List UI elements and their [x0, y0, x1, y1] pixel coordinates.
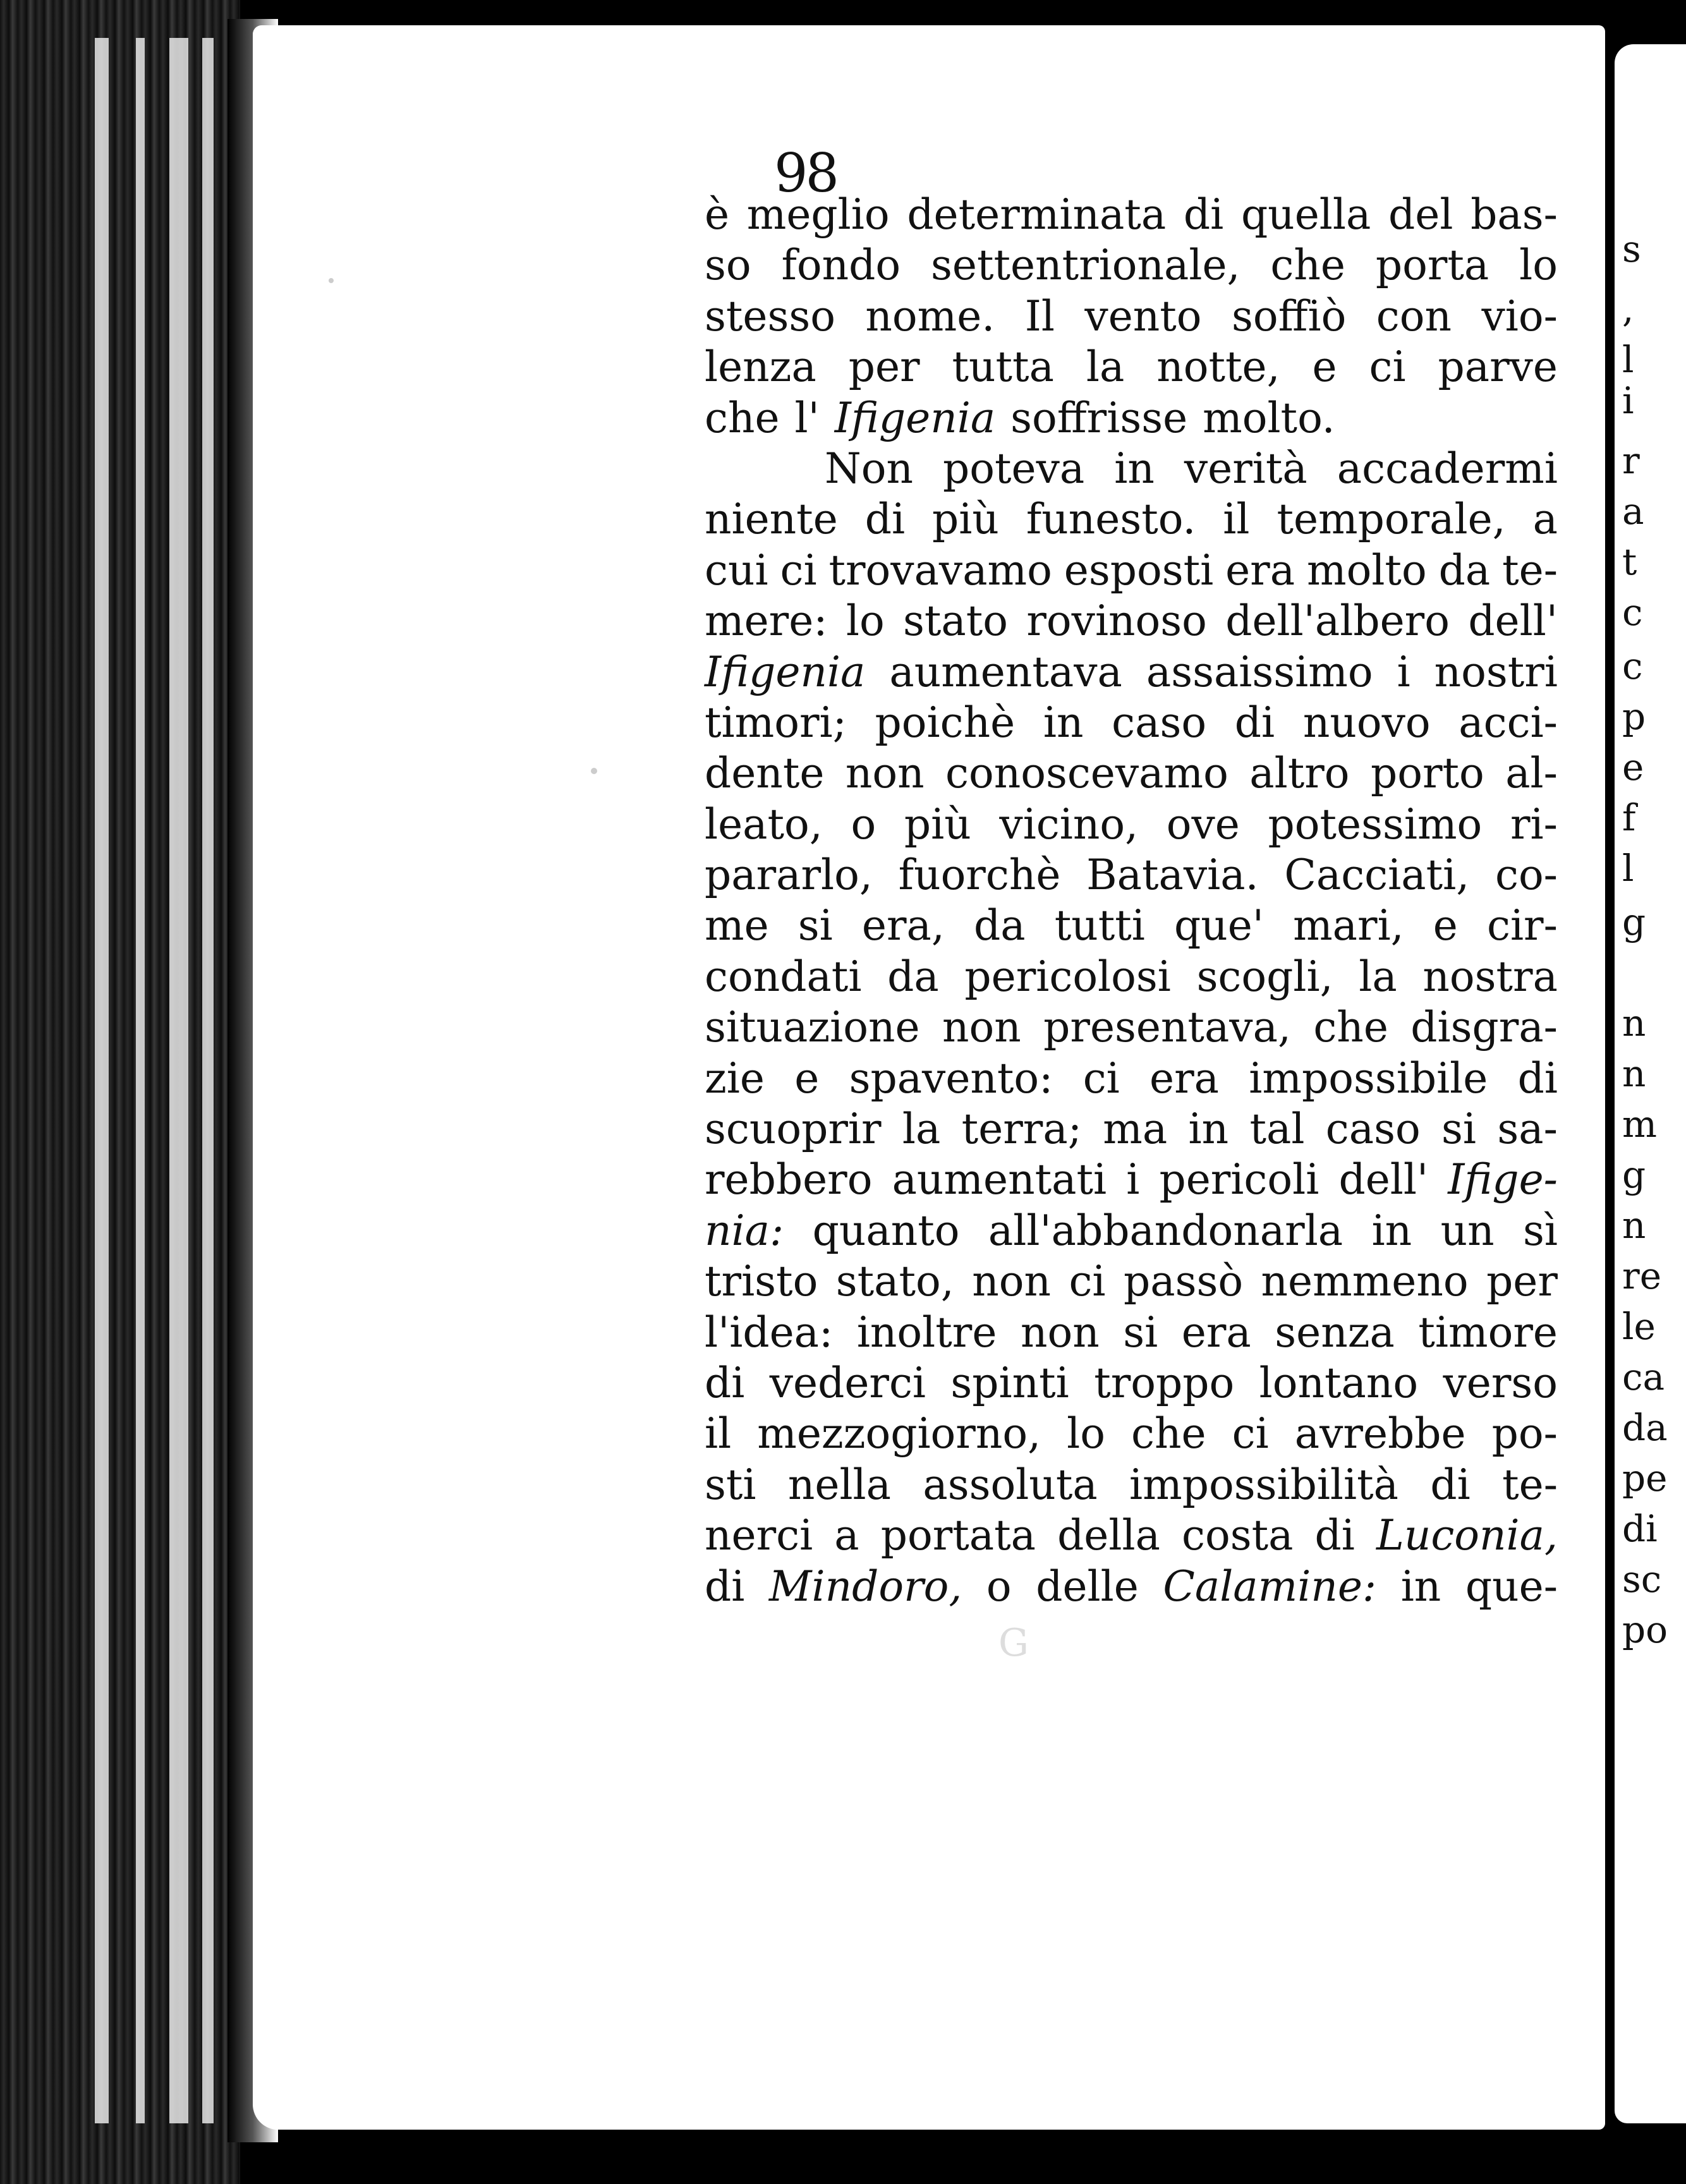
word: nome. [865, 291, 995, 341]
word: che [705, 393, 780, 442]
word: scuoprir [705, 1105, 882, 1154]
word: Calamine: [1163, 1562, 1377, 1611]
word: troppo [1094, 1358, 1235, 1407]
word: conoscevamo [945, 749, 1228, 798]
facing-text-fragment: n [1622, 1052, 1646, 1095]
facing-text-fragment: pe [1622, 1457, 1668, 1500]
word: so [705, 241, 751, 290]
word: tal [1249, 1105, 1305, 1154]
facing-text-fragment: da [1622, 1406, 1668, 1449]
page-edge-stripe [95, 38, 109, 2123]
word: accadermi [1337, 444, 1558, 493]
word: dell' [1468, 597, 1558, 646]
word: inoltre [856, 1307, 997, 1357]
word: te- [1502, 1460, 1558, 1509]
word: ri- [1510, 799, 1558, 849]
word: i [1397, 647, 1410, 696]
word: ci [1069, 1257, 1106, 1306]
word: verso [1443, 1358, 1558, 1407]
word: rebbero [705, 1155, 873, 1204]
word: all'abbandonarla [988, 1206, 1343, 1255]
word: ma [1103, 1105, 1168, 1154]
facing-text-fragment: f [1622, 796, 1636, 839]
word: Ifige- [1448, 1155, 1558, 1204]
word: del [1388, 190, 1453, 239]
word: l'idea: [705, 1307, 834, 1357]
text-line [705, 190, 1558, 240]
word: nostra [1422, 952, 1558, 1001]
facing-text-fragment: c [1622, 591, 1643, 634]
page-number: 98 [774, 142, 837, 204]
word: che [1270, 241, 1345, 290]
word: niente [705, 495, 838, 544]
word: vicino, [999, 799, 1139, 849]
word: della [1057, 1511, 1160, 1560]
word: meglio [746, 190, 890, 239]
word: co- [1495, 851, 1558, 900]
word: cui [705, 545, 768, 595]
word: Mindoro, [768, 1562, 962, 1611]
word: più [932, 495, 999, 544]
word: spavento: [849, 1053, 1053, 1103]
word: scogli, [1196, 952, 1333, 1001]
word: si [1123, 1307, 1158, 1357]
word: Non [825, 444, 913, 493]
facing-text-fragment: i [1622, 379, 1634, 422]
word: è [705, 190, 730, 239]
text-line [705, 393, 1558, 444]
catchword: G [998, 1621, 1029, 1665]
word: assaissimo [1146, 647, 1373, 696]
word: sì [1523, 1206, 1558, 1255]
word: si [798, 901, 833, 950]
text-line [705, 698, 1558, 748]
facing-text-fragment: a [1622, 490, 1644, 533]
word: da [973, 901, 1026, 950]
word: tristo [705, 1257, 818, 1306]
word: lenza [705, 343, 816, 392]
facing-text-fragment: n [1622, 1204, 1646, 1247]
word: da [887, 952, 939, 1001]
word: cir- [1486, 901, 1558, 950]
text-line [705, 291, 1558, 342]
word: funesto. [1026, 495, 1196, 544]
word: passò [1124, 1257, 1244, 1306]
word: verità [1184, 444, 1307, 493]
word: la [902, 1105, 941, 1154]
word: nostri [1434, 647, 1558, 696]
word: tutta [952, 343, 1054, 392]
word: nemmeno [1261, 1257, 1469, 1306]
word: nia: [705, 1206, 784, 1255]
word: o [851, 799, 876, 849]
word: un [1440, 1206, 1495, 1255]
word: portata [880, 1511, 1036, 1560]
text-line [705, 494, 1558, 545]
word: di [1183, 190, 1224, 239]
word: Cacciati, [1284, 851, 1470, 900]
word: Batavia. [1086, 851, 1259, 900]
word: con [1376, 291, 1452, 341]
word: stato, [835, 1257, 954, 1306]
word: in [1371, 1206, 1412, 1255]
word: non [845, 749, 925, 798]
text-line [705, 1104, 1558, 1155]
word: o [986, 1562, 1012, 1611]
word: i [1126, 1155, 1140, 1204]
word: pericolosi [964, 952, 1171, 1001]
word: determinata [907, 190, 1167, 239]
word: si [1441, 1105, 1477, 1154]
word: di [864, 495, 906, 544]
word: di [705, 1562, 745, 1611]
word: lo [846, 597, 885, 646]
text-line [705, 952, 1558, 1002]
word: dell'albero [1225, 597, 1450, 646]
word: non [942, 1003, 1021, 1052]
word: que' [1174, 901, 1264, 950]
text-line [705, 1307, 1558, 1358]
word: caso [1325, 1105, 1421, 1154]
text-line [705, 901, 1558, 951]
word: fondo [781, 241, 901, 290]
word: leato, [705, 799, 823, 849]
word: e [794, 1053, 820, 1103]
word: temporale, [1277, 495, 1506, 544]
word: quella [1240, 190, 1371, 239]
word: l' [794, 393, 820, 442]
word: pararlo, [705, 851, 873, 900]
word: impossibilità [1129, 1460, 1399, 1509]
word: stesso [705, 291, 835, 341]
text-line [705, 799, 1558, 850]
facing-text-fragment: n [1622, 1002, 1646, 1045]
word: spinti [950, 1358, 1069, 1407]
word: di [705, 1358, 745, 1407]
page-edge-stripe [136, 38, 145, 2123]
word: in [1188, 1105, 1229, 1154]
facing-text-fragment: t [1622, 540, 1637, 583]
word: molto. [1203, 393, 1335, 442]
word: ci [1369, 343, 1406, 392]
word: avrebbe [1294, 1409, 1466, 1459]
word: pericoli [1159, 1155, 1319, 1204]
facing-text-fragment: l [1622, 338, 1634, 381]
word: da [1438, 545, 1491, 595]
word: che [1313, 1003, 1388, 1052]
word: presentava, [1043, 1003, 1291, 1052]
facing-text-fragment: re [1622, 1254, 1662, 1297]
facing-text-fragment: di [1622, 1507, 1658, 1550]
word: vento [1084, 291, 1202, 341]
word: ci [1083, 1053, 1120, 1103]
facing-text-fragment: e [1622, 746, 1644, 789]
word: acci- [1459, 698, 1558, 747]
text-line [705, 1053, 1558, 1104]
text-line [705, 1460, 1558, 1510]
word: mari, [1293, 901, 1404, 950]
word: que- [1465, 1562, 1558, 1611]
word: lontano [1259, 1358, 1419, 1407]
word: rovinoso [1026, 597, 1207, 646]
word: esposti [1064, 545, 1214, 595]
word: altro [1249, 749, 1350, 798]
word: in [1400, 1562, 1441, 1611]
word: assoluta [923, 1460, 1098, 1509]
body-text [705, 190, 1558, 1612]
word: poichè [875, 698, 1016, 747]
text-line [705, 748, 1558, 799]
facing-text-fragment: g [1622, 901, 1646, 943]
text-line [705, 1510, 1558, 1561]
word: era [1149, 1053, 1220, 1103]
word: era [1225, 545, 1295, 595]
word: molto [1307, 545, 1427, 595]
word: Luconia, [1376, 1511, 1558, 1560]
text-line [705, 850, 1558, 901]
text-line [705, 444, 1558, 494]
word: porto [1370, 749, 1484, 798]
word: parve [1438, 343, 1558, 392]
word: disgra- [1410, 1003, 1558, 1052]
word: era [1181, 1307, 1251, 1357]
word: delle [1036, 1562, 1139, 1611]
facing-text-fragment: le [1622, 1305, 1656, 1348]
facing-text-fragment: po [1622, 1608, 1668, 1651]
word: terra; [961, 1105, 1082, 1154]
facing-text-fragment: c [1622, 645, 1643, 688]
facing-page [1615, 44, 1686, 2123]
word: timore [1418, 1307, 1558, 1357]
paper-speck [591, 768, 597, 774]
facing-text-fragment: g [1622, 1153, 1646, 1196]
word: poteva [943, 444, 1085, 493]
word: il [705, 1409, 732, 1459]
word: impossibile [1249, 1053, 1488, 1103]
word: sa- [1497, 1105, 1558, 1154]
text-line [705, 545, 1558, 596]
word: di [1314, 1511, 1355, 1560]
word: nerci [705, 1511, 813, 1560]
facing-text-fragment: r [1622, 439, 1640, 482]
word: più [904, 799, 971, 849]
word: potessimo [1268, 799, 1483, 849]
word: e [1312, 343, 1337, 392]
text-line [705, 240, 1558, 291]
word: me [705, 901, 769, 950]
word: mere: [705, 597, 828, 646]
word: vederci [769, 1358, 926, 1407]
word: ci [780, 545, 817, 595]
text-line [705, 1562, 1558, 1612]
word: condati [705, 952, 862, 1001]
word: Ifigenia [834, 393, 996, 442]
page-edge-stripe [202, 38, 214, 2123]
word: per [1486, 1257, 1558, 1306]
text-line [705, 1155, 1558, 1205]
word: nuovo [1302, 698, 1431, 747]
word: dell' [1338, 1155, 1429, 1204]
word: notte, [1156, 343, 1280, 392]
facing-text-fragment: p [1622, 695, 1646, 738]
word: sti [705, 1460, 756, 1509]
word: per [848, 343, 920, 392]
word: vio- [1481, 291, 1558, 341]
word: di [1234, 698, 1275, 747]
word: di [1430, 1460, 1471, 1509]
text-line [705, 1002, 1558, 1053]
word: soffrisse [1010, 393, 1188, 442]
facing-text-fragment: , [1622, 288, 1634, 331]
word: zie [705, 1053, 765, 1103]
page-edge-stripe [169, 38, 188, 2123]
word: trovavamo [828, 545, 1052, 595]
word: a [834, 1511, 859, 1560]
word: dente [705, 749, 825, 798]
word: a [1532, 495, 1558, 544]
facing-text-fragment: ca [1622, 1356, 1665, 1398]
word: era, [861, 901, 945, 950]
facing-text-fragment: l [1622, 847, 1634, 890]
word: aumentati [892, 1155, 1107, 1204]
word: porta [1375, 241, 1489, 290]
word: al- [1505, 749, 1558, 798]
word: ove [1166, 799, 1240, 849]
word: ci [1232, 1409, 1269, 1459]
word: soffiò [1231, 291, 1347, 341]
word: non [1020, 1307, 1100, 1357]
word: timori; [705, 698, 847, 747]
word: bas- [1471, 190, 1558, 239]
word: lo [1519, 241, 1558, 290]
word: tutti [1054, 901, 1145, 950]
word: di [1517, 1053, 1558, 1103]
word: lo [1067, 1409, 1105, 1459]
facing-text-fragment: sc [1622, 1558, 1662, 1601]
word: la [1086, 343, 1125, 392]
paper-speck [329, 278, 334, 283]
text-line [705, 596, 1558, 646]
text-line [705, 342, 1558, 392]
text-line [705, 647, 1558, 698]
word: il [1223, 495, 1250, 544]
word: quanto [812, 1206, 960, 1255]
text-line [705, 1358, 1558, 1409]
word: che [1131, 1409, 1206, 1459]
text-line [705, 1409, 1558, 1459]
word: nella [787, 1460, 892, 1509]
word: Ifigenia [705, 647, 866, 696]
word: in [1114, 444, 1155, 493]
word: aumentava [889, 647, 1122, 696]
facing-text-fragment: m [1622, 1103, 1657, 1146]
word: Il [1024, 291, 1055, 341]
word: stato [903, 597, 1009, 646]
word: po- [1491, 1409, 1558, 1459]
word: e [1433, 901, 1458, 950]
word: te- [1502, 545, 1558, 595]
word: senza [1275, 1307, 1395, 1357]
word: fuorchè [898, 851, 1061, 900]
word: non [972, 1257, 1051, 1306]
text-line [705, 1206, 1558, 1256]
word: in [1043, 698, 1084, 747]
word: mezzogiorno, [757, 1409, 1041, 1459]
word: situazione [705, 1003, 920, 1052]
word: settentrionale, [931, 241, 1240, 290]
word: costa [1182, 1511, 1294, 1560]
word: la [1359, 952, 1397, 1001]
text-line [705, 1256, 1558, 1307]
word: caso [1112, 698, 1207, 747]
facing-text-fragment: s [1622, 228, 1641, 270]
